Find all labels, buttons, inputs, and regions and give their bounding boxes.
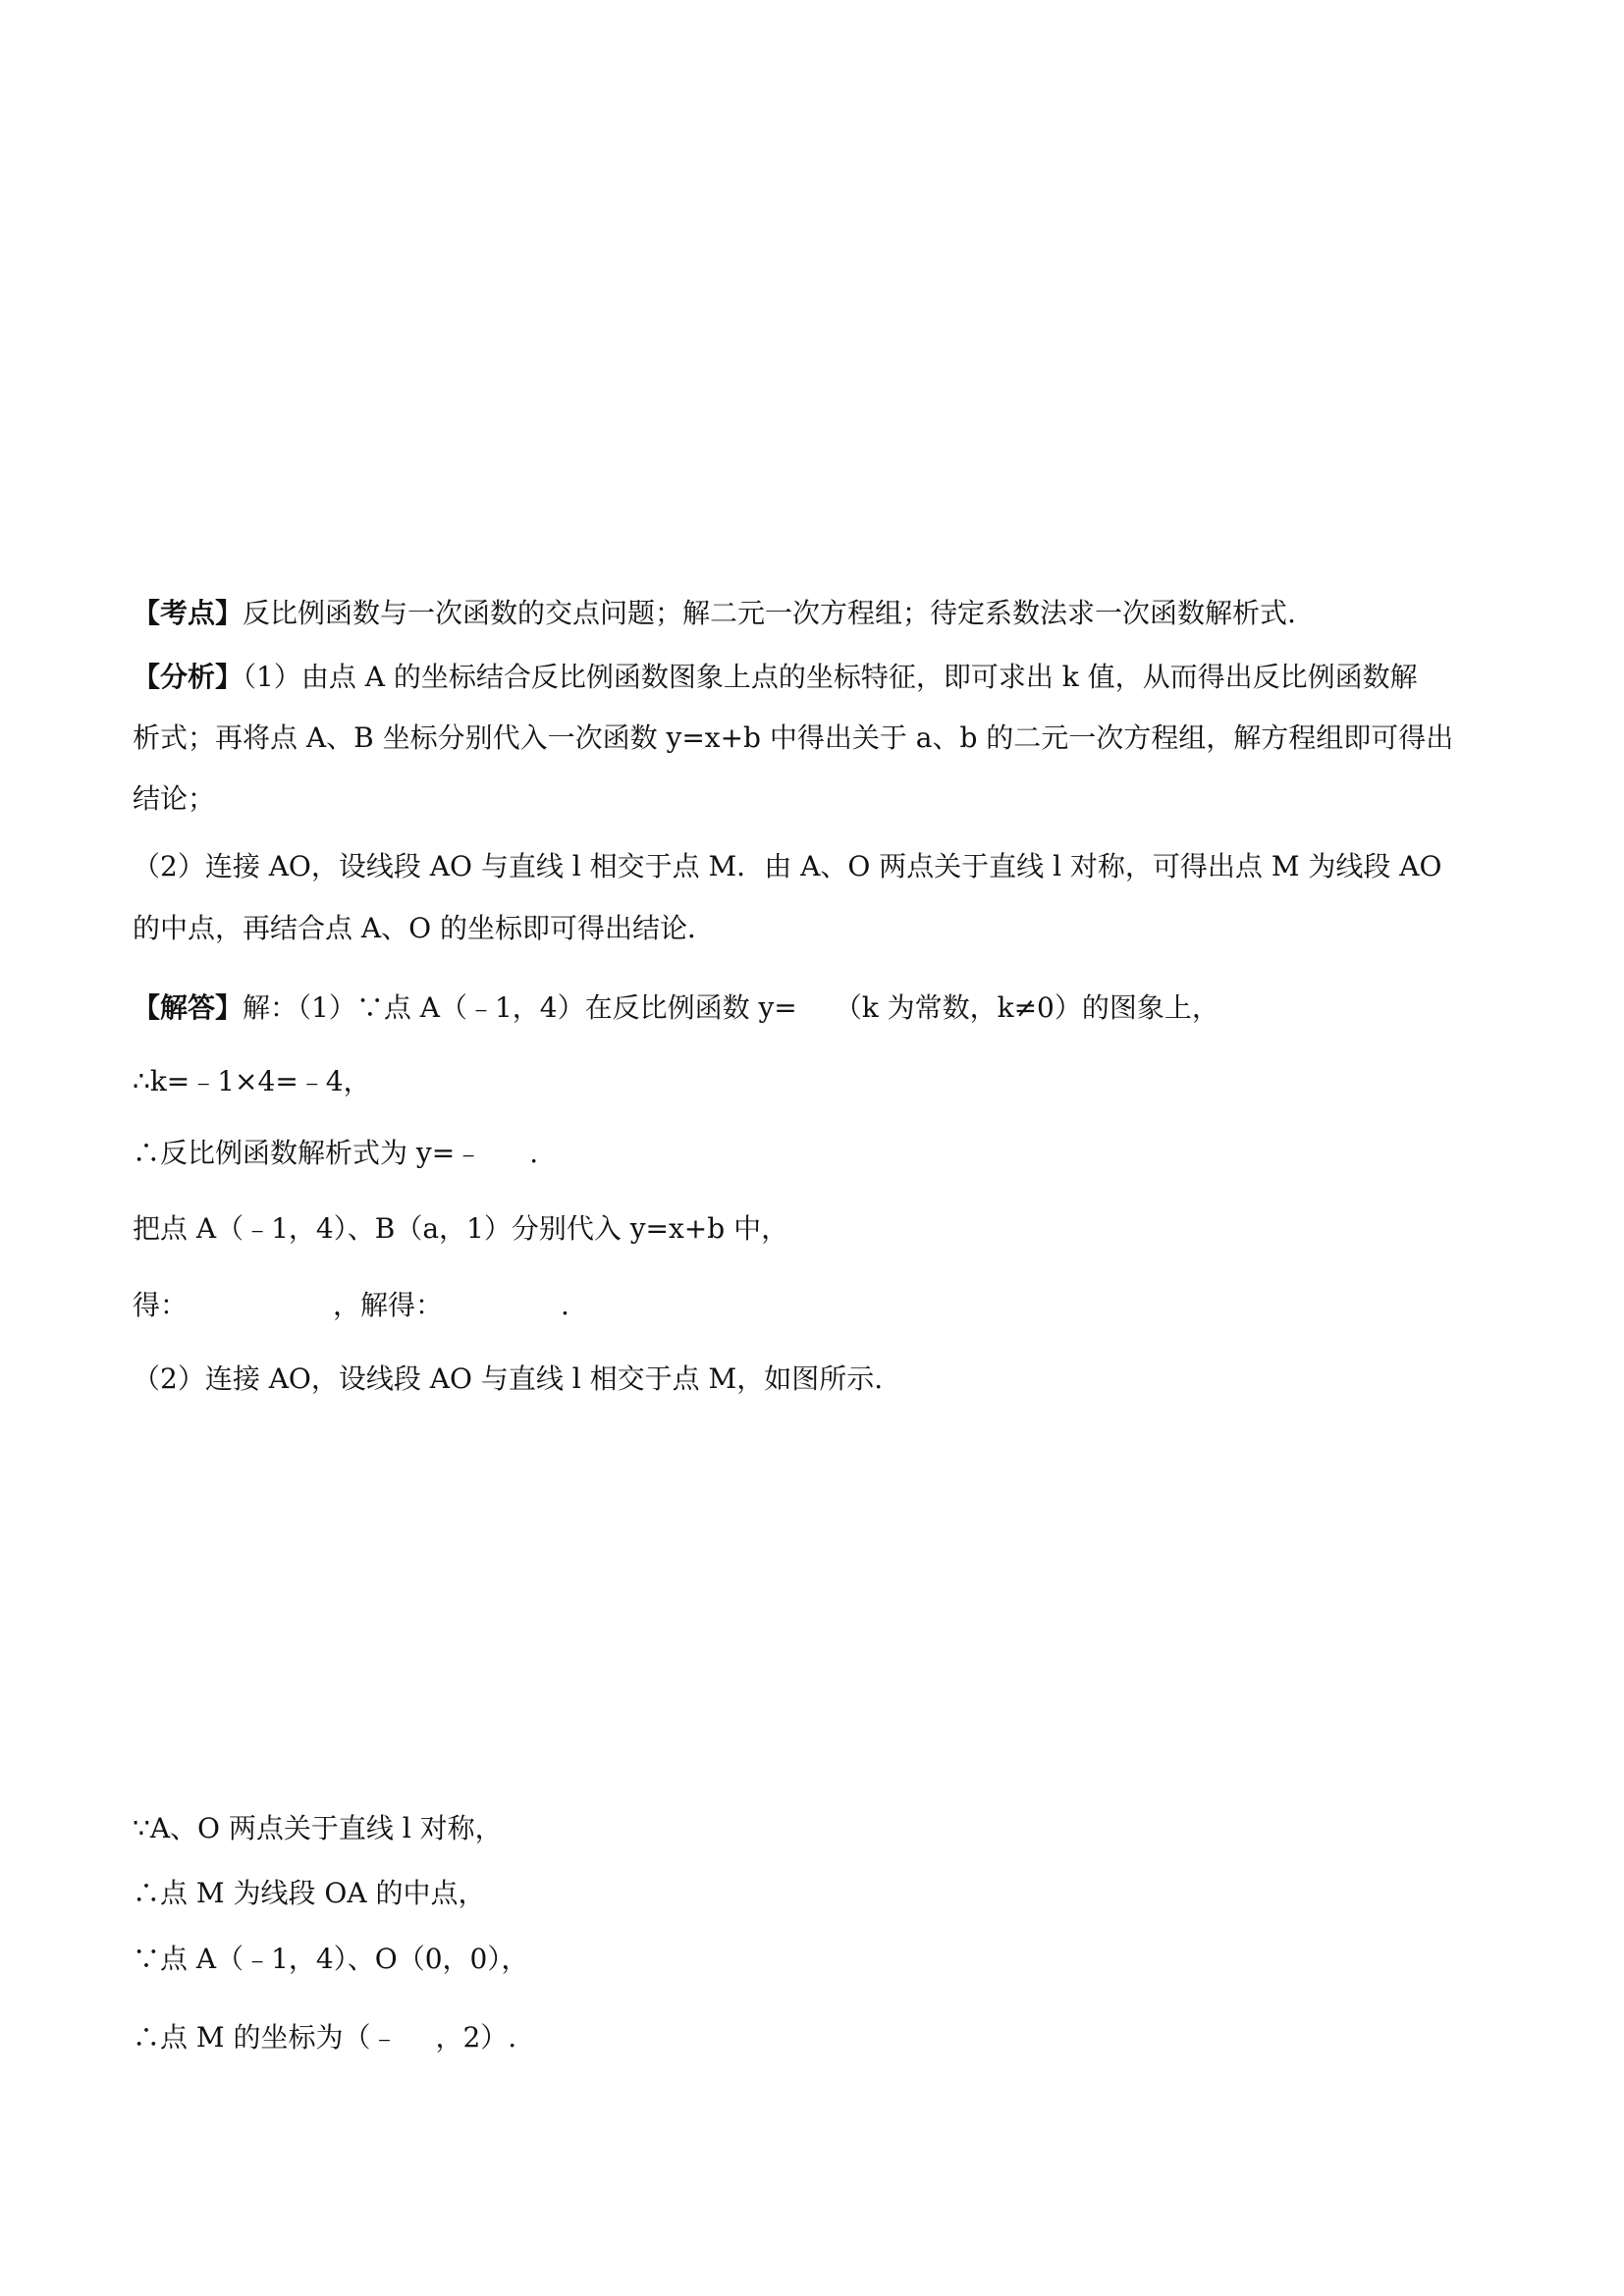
fenxi-line-3: 结论； <box>133 782 216 815</box>
conclusion-text-4a: ∴点 M 的坐标为（﹣ <box>133 2021 399 2054</box>
fenxi-line-5: 的中点，再结合点 A、O 的坐标即可得出结论． <box>133 912 715 944</box>
fenxi-line-2: 析式；再将点 A、B 坐标分别代入一次函数 y=x+b 中得出关于 a、b 的二元一次方程组，解方程组即可得出 <box>133 721 1454 754</box>
jieda-text-3a: ∴反比例函数解析式为 y=﹣ <box>133 1137 483 1169</box>
jieda-line-1 <box>133 988 1219 1028</box>
fenxi-label: 【分析】 <box>133 661 244 693</box>
jieda-line-2: ∴k=﹣1×4=﹣4， <box>133 1065 371 1097</box>
kaodian-label: 【考点】 <box>133 597 244 629</box>
fenxi-text-1: （1）由点 A 的坐标结合反比例函数图象上点的坐标特征，即可求出 k 值，从而得出反比例函数解 <box>243 661 1418 693</box>
jieda-text-1b: （k 为常数，k≠0）的图象上， <box>834 991 1219 1024</box>
jieda-text-3b: . <box>529 1137 539 1169</box>
jieda-text-5b: ，解得： <box>333 1289 444 1321</box>
jieda-line-4: 把点 A（﹣1，4）、B（a，1）分别代入 y=x+b 中， <box>133 1212 789 1245</box>
jieda-line-3 <box>133 1134 538 1173</box>
jieda-text-5c: . <box>561 1289 569 1321</box>
jieda-text-5a: 得： <box>133 1289 189 1321</box>
conclusion-line-4 <box>133 2018 516 2057</box>
conclusion-line-3: ∵点 A（﹣1，4）、O（0，0）， <box>133 1943 529 1975</box>
jieda-line-6: （2）连接 AO，设线段 AO 与直线 l 相交于点 M，如图所示. <box>133 1362 884 1395</box>
jieda-label: 【解答】 <box>133 991 244 1024</box>
jieda-line-5 <box>133 1286 569 1325</box>
fenxi-line-4: （2）连接 AO，设线段 AO 与直线 l 相交于点 M．由 A、O 两点关于直线 l 对称，可得出点 M 为线段 AO <box>133 850 1442 882</box>
conclusion-line-1: ∵A、O 两点关于直线 l 对称， <box>133 1812 503 1844</box>
fenxi-line-1 <box>133 658 1418 697</box>
conclusion-text-4b: ，2）. <box>435 2021 517 2054</box>
kaodian-line <box>133 594 1296 633</box>
kaodian-text: 反比例函数与一次函数的交点问题；解二元一次方程组；待定系数法求一次函数解析式. <box>243 597 1296 629</box>
jieda-text-1a: 解：（1）∵点 A（﹣1，4）在反比例函数 y= <box>243 991 797 1024</box>
conclusion-line-2: ∴点 M 为线段 OA 的中点， <box>133 1877 486 1909</box>
